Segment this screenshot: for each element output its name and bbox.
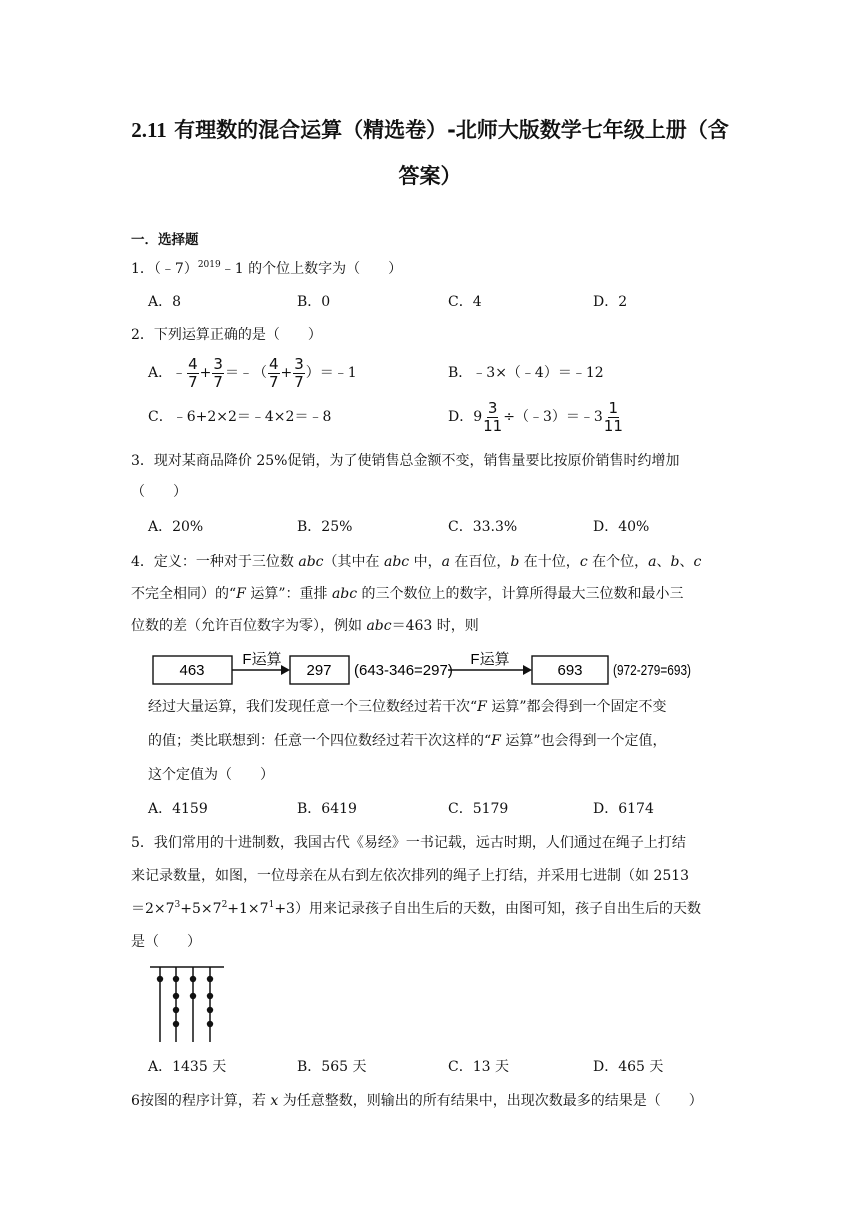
var-a: a (441, 554, 450, 570)
var-abc: abc (383, 554, 410, 570)
text: 运算”：重排 (245, 586, 332, 602)
f-operation-diagram (150, 650, 695, 690)
text: ＝2×7 (131, 901, 175, 917)
numerator: 3 (213, 354, 223, 373)
title-number: 2.11 (131, 118, 167, 142)
title-line-2: 答案） (398, 164, 462, 188)
var-F: F (236, 586, 246, 602)
denominator: 7 (268, 372, 279, 391)
exponent: 2 (221, 900, 228, 910)
q4-option-d[interactable]: D．6174 (593, 801, 654, 817)
title-line-1 (110, 107, 750, 153)
q4-option-c[interactable]: C．5179 (448, 801, 509, 817)
exponent: 1 (268, 900, 275, 910)
q5-option-d[interactable]: D．465 天 (593, 1059, 664, 1075)
diagram-box-3-value: 693 (557, 662, 583, 679)
var-abc: abc (298, 554, 324, 570)
plus-sign: + (199, 365, 212, 381)
text: 为任意整数，则输出的所有结果中，出现次数最多的结果是（ ） (278, 1093, 703, 1109)
knot (207, 1021, 213, 1027)
knot (173, 976, 179, 982)
text: 、 (656, 554, 671, 570)
denominator: 7 (294, 372, 304, 391)
knot (207, 976, 213, 982)
numerator: 1 (608, 398, 619, 417)
q2-d-middle: ÷（﹣3）＝﹣3 (503, 409, 603, 425)
question-2-stem: 2．下列运算正确的是（ ） (131, 327, 322, 343)
knot (173, 1007, 179, 1013)
q1-option-d[interactable]: D．2 (593, 294, 628, 310)
q3-option-a[interactable]: A．20% (148, 519, 204, 535)
diagram-op-label-2: F运算 (470, 651, 510, 668)
var-c: c (579, 554, 588, 570)
question-3-line-2: （ ） (131, 484, 187, 500)
fraction-1-11 (603, 398, 623, 435)
q2-d-label: D．9 (448, 409, 483, 425)
text: ＝463 时，则 (391, 618, 479, 634)
numerator: 3 (294, 354, 304, 373)
diagram-box-2-value: 297 (306, 662, 332, 679)
title-text: 有理数的混合运算（精选卷）-北师大版数学七年级上册（含 (174, 118, 729, 142)
q2-a-middle: ＝﹣（ (224, 365, 267, 381)
text: （其中在 (323, 554, 384, 570)
text: 6按图的程序计算，若 (131, 1093, 271, 1109)
q2-option-a[interactable] (148, 353, 357, 393)
question-3-line-1: 3．现对某商品降价 25%促销，为了使销售总金额不变，销售量要比按原价销售时约增加 (131, 453, 680, 469)
numerator: 3 (487, 398, 498, 417)
var-abc: abc (331, 586, 358, 602)
var-c: c (693, 554, 702, 570)
question-4-line-2 (131, 584, 684, 604)
q3-option-c[interactable]: C．33.3% (448, 519, 518, 535)
document-title (110, 107, 750, 199)
fraction-4-7 (268, 354, 280, 391)
fraction-4-7 (187, 354, 199, 391)
question-6-stem (131, 1091, 703, 1111)
var-x: x (270, 1093, 279, 1109)
q4-option-a[interactable]: A．4159 (148, 801, 208, 817)
question-5-line-3 (131, 899, 701, 919)
fraction-3-7 (212, 354, 224, 391)
knot (207, 993, 213, 999)
exponent: 3 (174, 900, 181, 910)
knot (190, 993, 196, 999)
fraction-3-11 (483, 398, 503, 435)
text: 在百位， (449, 554, 511, 570)
q1-base: 1．（﹣7） (131, 261, 198, 277)
knot (207, 1007, 213, 1013)
knot (173, 993, 179, 999)
text: +1×7 (227, 901, 269, 917)
var-F: F (477, 699, 487, 715)
q1-option-b[interactable]: B．0 (297, 294, 331, 310)
denominator: 11 (603, 416, 623, 435)
var-abc: abc (366, 618, 392, 634)
question-5-line-1: 5．我们常用的十进制数，我国古代《易经》一书记载，远古时期，人们通过在绳子上打结 (131, 835, 686, 851)
arrowhead-icon (281, 665, 290, 675)
var-a: a (648, 554, 657, 570)
q1-option-a[interactable]: A．8 (148, 294, 182, 310)
q2-a-tail: ）＝﹣1 (305, 365, 357, 381)
question-5-line-2: 来记录数量，如图，一位母亲在从右到左依次排列的绳子上打结，并采用七进制（如 2513 (131, 868, 690, 884)
text: 的三个数位上的数字，计算所得最大三位数和最小三 (357, 586, 684, 602)
text: 的值；类比联想到：任意一个四位数经过若干次这样的“ (148, 733, 492, 749)
q1-exponent: 2019 (197, 260, 221, 270)
diagram-box-1-value: 463 (179, 662, 205, 679)
question-4-line-3 (131, 616, 479, 636)
fraction-3-7 (293, 354, 305, 391)
q2-option-b[interactable]: B．﹣3×（﹣4）＝﹣12 (448, 365, 604, 381)
text: 4．定义：一种对于三位数 (131, 554, 299, 570)
question-4-line-1 (131, 552, 701, 572)
var-b: b (670, 554, 680, 570)
numerator: 4 (188, 354, 198, 373)
q1-tail: ﹣1 的个位上数字为（ ） (220, 261, 403, 277)
text: 经过大量运算，我们发现任意一个三位数经过若干次“ (148, 699, 478, 715)
knot (157, 976, 163, 982)
text: 、 (679, 554, 694, 570)
q4-option-b[interactable]: B．6419 (297, 801, 357, 817)
arrowhead-icon (523, 665, 532, 675)
q3-option-d[interactable]: D．40% (593, 519, 650, 535)
text: 在十位， (519, 554, 580, 570)
q5-option-c[interactable]: C．13 天 (448, 1059, 509, 1075)
q3-option-b[interactable]: B．25% (297, 519, 353, 535)
section-heading: 一．选择题 (131, 232, 199, 248)
text: 运算”都会得到一个固定不变 (486, 699, 667, 715)
denominator: 7 (188, 372, 198, 391)
numerator: 4 (268, 354, 279, 373)
knotted-rope-figure (148, 962, 228, 1046)
denominator: 7 (213, 372, 223, 391)
q2-option-d[interactable] (448, 397, 624, 437)
question-4-line-4 (148, 697, 666, 717)
question-4-line-6: 这个定值为（ ） (148, 767, 274, 783)
question-5-line-4: 是（ ） (131, 934, 201, 950)
knot (173, 1021, 179, 1027)
q5-option-a[interactable]: A．1435 天 (148, 1059, 227, 1075)
plus-sign: + (280, 365, 293, 381)
var-b: b (510, 554, 520, 570)
q2-option-c[interactable]: C．﹣6+2×2＝﹣4×2＝﹣8 (148, 409, 332, 425)
question-4-line-5 (148, 731, 666, 751)
text: 位数的差（允许百位数字为零），例如 (131, 618, 367, 634)
text: 在个位， (587, 554, 649, 570)
var-F: F (491, 733, 501, 749)
q1-option-c[interactable]: C．4 (448, 294, 482, 310)
knot (190, 976, 196, 982)
text: 不完全相同）的“ (131, 586, 237, 602)
diagram-op-label-1: F运算 (242, 651, 282, 668)
denominator: 11 (483, 416, 503, 435)
q5-option-b[interactable]: B．565 天 (297, 1059, 367, 1075)
text: 运算”也会得到一个定值， (500, 733, 667, 749)
text: +5×7 (180, 901, 222, 917)
q2-a-label: A．﹣ (148, 365, 187, 381)
diagram-calc-2: (972-279=693) (613, 662, 692, 679)
text: +3）用来记录孩子自出生后的天数，由图可知，孩子自出生后的天数 (274, 901, 701, 917)
text: 中， (409, 554, 442, 570)
diagram-calc-1: (643-346=297) (354, 662, 453, 679)
question-1-stem (131, 259, 402, 279)
